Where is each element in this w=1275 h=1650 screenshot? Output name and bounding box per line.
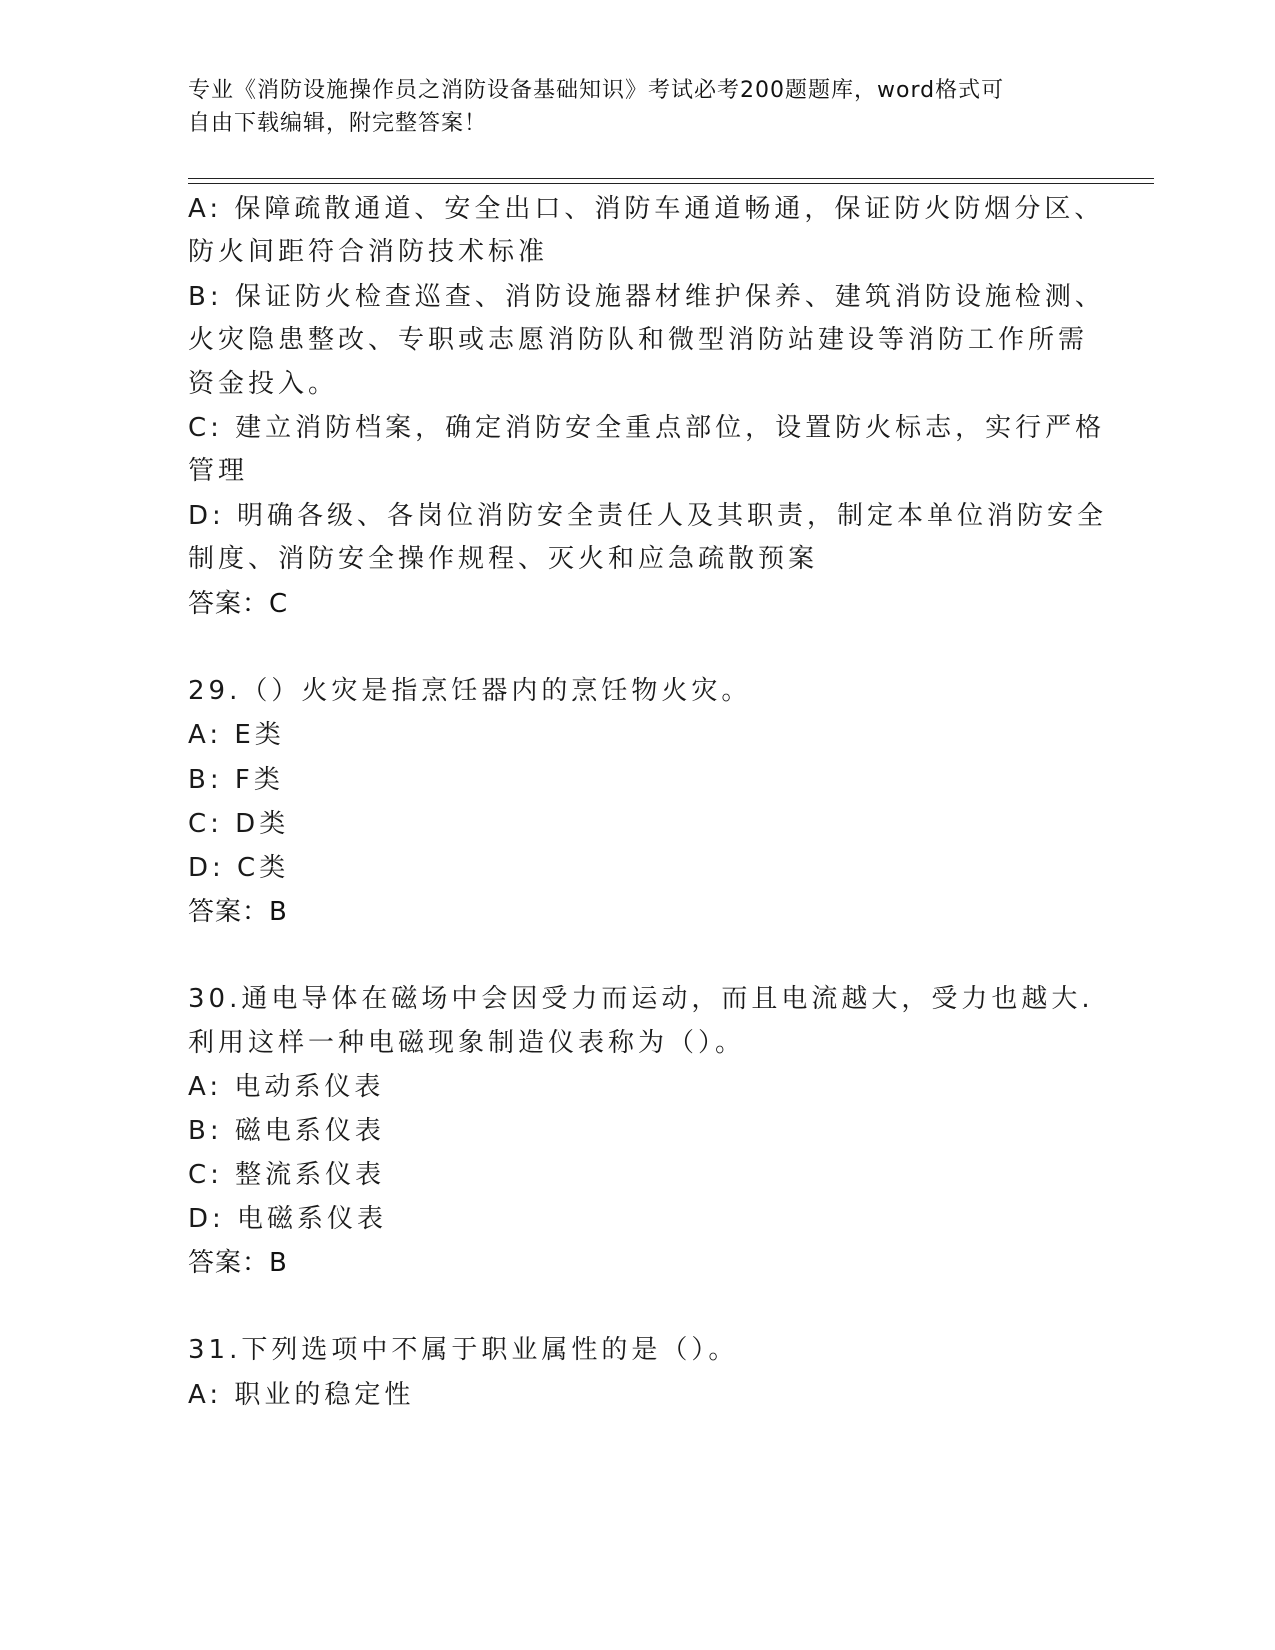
q29-option-c: C: D类 xyxy=(188,809,290,839)
header-divider-bottom xyxy=(188,183,1154,184)
q31-option-a: A: 职业的稳定性 xyxy=(188,1380,415,1410)
q29-option-d: D: C类 xyxy=(188,853,290,883)
q29-answer: 答案：B xyxy=(188,897,288,927)
header-divider-top xyxy=(188,178,1154,179)
q30-option-b: B: 磁电系仪表 xyxy=(188,1116,385,1146)
header-line-1: 专业《消防设施操作员之消防设备基础知识》考试必考200题题库，word格式可 xyxy=(188,78,1005,103)
q28-option-b-line-2: 火灾隐患整改、专职或志愿消防队和微型消防站建设等消防工作所需 xyxy=(188,325,1089,355)
document-header xyxy=(188,74,1088,140)
q28-option-d-line-1: D: 明确各级、各岗位消防安全责任人及其职责，制定本单位消防安全 xyxy=(188,501,1108,531)
q29-question: 29.（）火灾是指烹饪器内的烹饪物火灾。 xyxy=(188,676,752,706)
q29-option-a: A: E类 xyxy=(188,720,285,750)
q30-option-c: C: 整流系仪表 xyxy=(188,1160,386,1190)
q28-option-a-line-1: A: 保障疏散通道、安全出口、消防车通道畅通，保证防火防烟分区、 xyxy=(188,194,1105,224)
q28-option-c-line-2: 管理 xyxy=(188,456,249,486)
q30-option-a: A: 电动系仪表 xyxy=(188,1072,385,1102)
q28-option-b-line-3: 资金投入。 xyxy=(188,369,339,399)
q28-answer: 答案：C xyxy=(188,589,289,619)
q30-question-line-1: 30.通电导体在磁场中会因受力而运动，而且电流越大，受力也越大. xyxy=(188,984,1094,1014)
q28-option-b-line-1: B: 保证防火检查巡查、消防设施器材维护保养、建筑消防设施检测、 xyxy=(188,282,1105,312)
q28-option-d-line-2: 制度、消防安全操作规程、灭火和应急疏散预案 xyxy=(188,544,819,574)
q31-question: 31.下列选项中不属于职业属性的是（）。 xyxy=(188,1335,739,1365)
header-line-2: 自由下载编辑，附完整答案！ xyxy=(188,111,488,136)
q28-option-a-line-2: 防火间距符合消防技术标准 xyxy=(188,237,549,267)
q30-option-d: D: 电磁系仪表 xyxy=(188,1204,388,1234)
q28-option-c-line-1: C: 建立消防档案，确定消防安全重点部位，设置防火标志，实行严格 xyxy=(188,413,1106,443)
q29-option-b: B: F类 xyxy=(188,765,284,795)
q30-question-line-2: 利用这样一种电磁现象制造仪表称为（）。 xyxy=(188,1028,746,1058)
q30-answer: 答案：B xyxy=(188,1248,288,1278)
